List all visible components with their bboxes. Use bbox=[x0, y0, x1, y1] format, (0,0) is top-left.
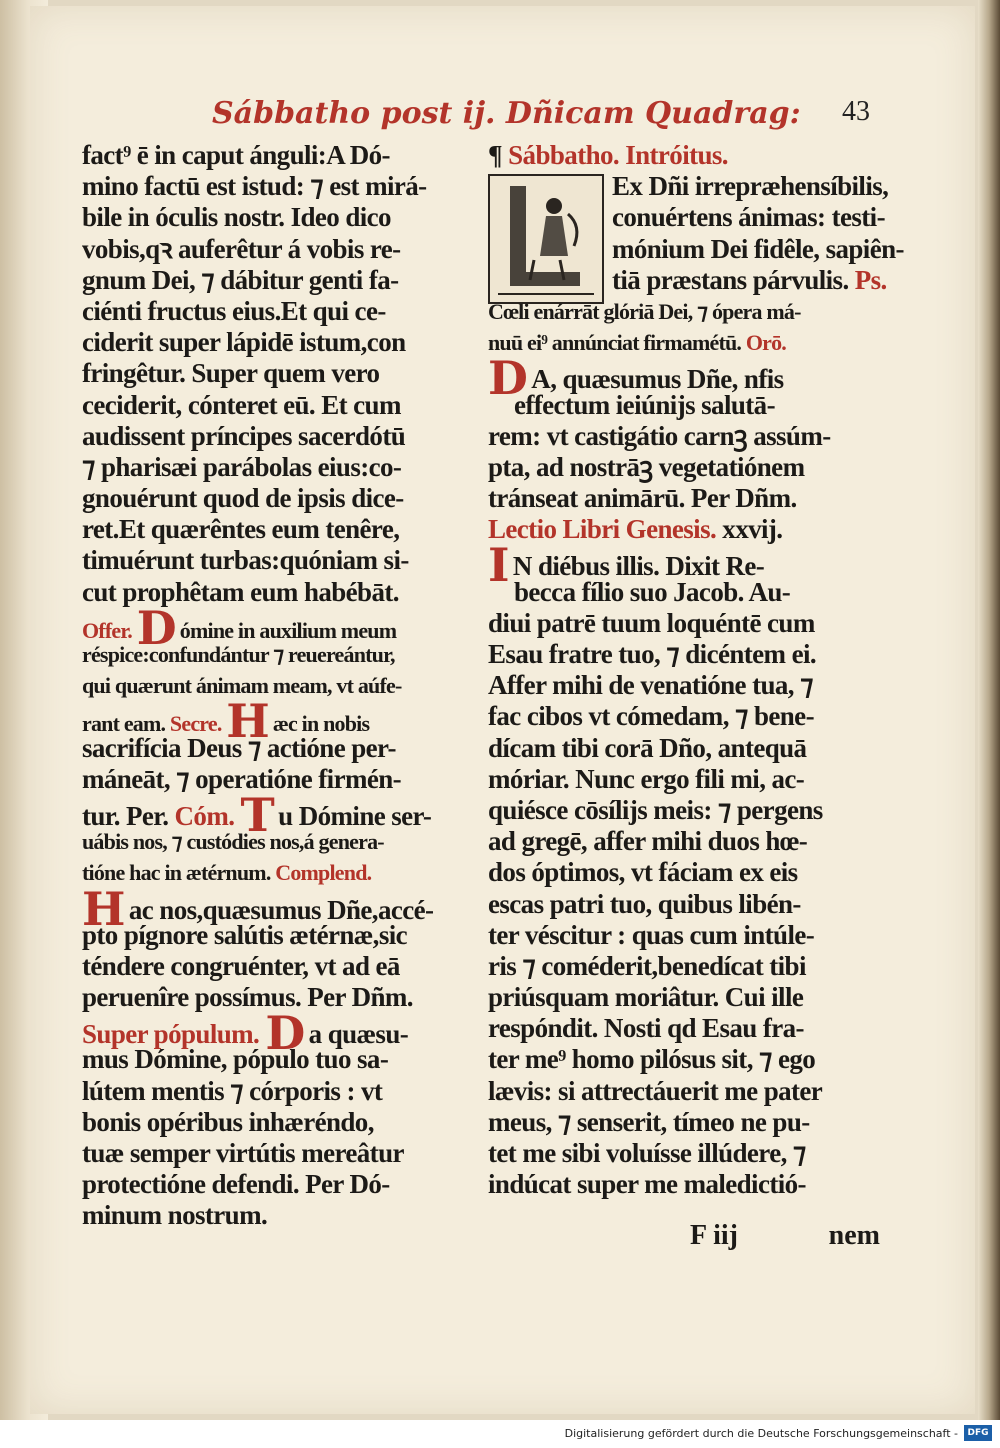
right-line bbox=[488, 421, 880, 452]
body-text: tet me sibi voluísse illúdere, ⁊ bbox=[488, 1138, 806, 1168]
right-line bbox=[488, 764, 880, 795]
left-line bbox=[82, 234, 470, 265]
body-text: gnum Dei, ⁊ dábitur genti fa- bbox=[82, 264, 399, 295]
body-text: móriar. Nunc ergo fili mi, ac- bbox=[488, 763, 805, 794]
body-text: cut prophêtam eum habébāt. bbox=[82, 576, 399, 607]
right-line bbox=[488, 857, 880, 888]
left-line bbox=[82, 857, 470, 888]
body-text: ret.Et quærêntes eum tenêre, bbox=[82, 514, 400, 545]
initial-letter: H bbox=[226, 694, 269, 749]
right-line bbox=[488, 452, 880, 483]
right-line bbox=[488, 171, 889, 202]
body-text: ac nos,quæsumus Dñe,accé- bbox=[128, 894, 434, 925]
body-text: diui patrē tuum loquéntē cum bbox=[488, 607, 815, 638]
body-text: ⁊ pharisæi parábolas eius:co- bbox=[82, 451, 402, 482]
right-line bbox=[488, 483, 880, 514]
body-text: Affer mihi de venatióne tua, ⁊ bbox=[488, 670, 813, 701]
body-text: rant eam. bbox=[82, 711, 166, 737]
left-line bbox=[82, 1169, 470, 1200]
right-line bbox=[488, 390, 880, 421]
right-line bbox=[488, 1138, 880, 1169]
body-text: tiā præstans párvulis. bbox=[612, 264, 849, 295]
right-line bbox=[488, 733, 880, 764]
initial-letter: I bbox=[488, 538, 509, 593]
right-line bbox=[488, 264, 887, 296]
body-text: sacrifícia Deus ⁊ actióne per- bbox=[82, 732, 396, 763]
right-line bbox=[488, 826, 880, 857]
rubric-text: Offer. bbox=[82, 617, 132, 643]
left-line bbox=[82, 171, 470, 202]
left-line bbox=[82, 202, 470, 233]
left-line bbox=[82, 670, 470, 701]
rubric-text: Sábbatho. Intróitus. bbox=[508, 140, 728, 170]
right-line bbox=[488, 1044, 880, 1075]
right-line bbox=[488, 202, 885, 233]
body-text: u Dómine ser- bbox=[278, 800, 432, 831]
right-text-column bbox=[488, 140, 904, 1200]
rubric-text: Ps. bbox=[854, 264, 887, 295]
left-line bbox=[82, 358, 470, 389]
body-text: fringêtur. Super quem vero bbox=[82, 358, 380, 389]
body-text: tur. Per. bbox=[82, 800, 169, 831]
right-line bbox=[488, 577, 880, 608]
body-text: dícam tibi corā Dño, antequā bbox=[488, 732, 807, 763]
body-text: N diébus illis. Dixit Re- bbox=[512, 551, 765, 582]
left-line bbox=[82, 639, 470, 670]
body-text: conuértens ánimas: testi- bbox=[612, 202, 885, 233]
left-line bbox=[82, 265, 470, 296]
body-text: pto pígnore salútis ætérnæ,sic bbox=[82, 919, 408, 950]
left-line bbox=[82, 1200, 470, 1231]
body-text: ¶ bbox=[488, 140, 509, 170]
body-text: mónium Dei fidêle, sapiên- bbox=[612, 233, 904, 264]
body-text: meus, ⁊ senserit, tímeo ne pu- bbox=[488, 1106, 810, 1137]
rubric-text: Cóm. bbox=[174, 800, 235, 831]
body-text: rem: vt castigátio carnꝫ assúm- bbox=[488, 420, 831, 451]
right-line bbox=[488, 670, 880, 701]
body-text: protectióne defendi. Per Dó- bbox=[82, 1169, 390, 1200]
right-line bbox=[488, 1169, 880, 1200]
page-edge bbox=[978, 0, 1000, 1420]
rubric-text: Secre. bbox=[169, 711, 222, 737]
dfg-logo: DFG bbox=[964, 1425, 992, 1441]
left-line bbox=[82, 764, 470, 795]
running-head: Sábbatho post ij. Dñicam Quadrag: bbox=[212, 96, 801, 131]
body-text: dos óptimos, vt fáciam ex eis bbox=[488, 857, 798, 888]
left-line bbox=[82, 140, 470, 171]
body-text: priúsquam moriâtur. Cui ille bbox=[488, 982, 804, 1013]
left-line bbox=[82, 327, 470, 358]
body-text: lævis: si attrectáuerit me pater bbox=[488, 1075, 823, 1106]
body-text: ris ⁊ coméderit,benedícat tibi bbox=[488, 950, 806, 981]
initial-letter: D bbox=[265, 1006, 305, 1061]
rubric-text: Complend. bbox=[275, 860, 372, 886]
initial-letter: D bbox=[136, 600, 176, 655]
body-text: fac cibos vt cómedam, ⁊ bene- bbox=[488, 701, 814, 732]
left-line bbox=[82, 483, 470, 514]
right-line bbox=[488, 514, 880, 545]
body-text: escas patri tuo, quibus libén- bbox=[488, 888, 801, 919]
initial-letter: H bbox=[82, 881, 125, 936]
body-text: qui quærunt ánimam meam, vt aúfe- bbox=[82, 673, 402, 699]
body-text: réspice:confundántur ⁊ reuereántur, bbox=[82, 642, 395, 667]
right-line bbox=[488, 639, 880, 670]
body-text: tióne hac in ætérnum. bbox=[82, 860, 271, 886]
digitization-footer bbox=[0, 1420, 1000, 1448]
body-text: ciderit super lápidē istum,con bbox=[82, 327, 406, 358]
body-text: audissent príncipes sacerdótū bbox=[82, 420, 406, 451]
body-text: æc in nobis bbox=[272, 711, 370, 737]
body-text: quiésce cōsílijs meis: ⁊ pergens bbox=[488, 794, 823, 825]
rubric-text: Lectio Libri Genesis. bbox=[488, 514, 717, 545]
body-text: indúcat super me maledictió- bbox=[488, 1169, 806, 1200]
left-line bbox=[82, 1107, 470, 1138]
left-line bbox=[82, 296, 470, 327]
left-line bbox=[82, 733, 470, 764]
body-text: minum nostrum. bbox=[82, 1200, 268, 1231]
footer-credit: Digitalisierung gefördert durch die Deutsche Forschungsgemeinschaft - bbox=[564, 1427, 958, 1440]
initial-letter: T bbox=[240, 787, 275, 842]
rubric-text: Orō. bbox=[745, 330, 786, 356]
body-text: mino factū est istud: ⁊ est mirá- bbox=[82, 171, 427, 202]
body-text: lútem mentis ⁊ córporis : vt bbox=[82, 1075, 383, 1106]
body-text: tránseat animārū. Per Dñm. bbox=[488, 483, 797, 514]
facing-page-edge bbox=[6, 830, 22, 1390]
body-text: peruenîre possímus. Per Dñm. bbox=[82, 982, 413, 1013]
right-line bbox=[488, 982, 880, 1013]
left-line bbox=[82, 1076, 470, 1107]
body-text: xxvij. bbox=[722, 514, 783, 545]
body-text: bonis opéribus inhæréndo, bbox=[82, 1106, 374, 1137]
body-text: bile in óculis nostr. Ideo dico bbox=[82, 202, 391, 233]
body-text: pta, ad nostrāꝫ vegetatiónem bbox=[488, 451, 805, 482]
body-text: A, quæsumus Dñe, nfis bbox=[531, 364, 784, 395]
left-line bbox=[82, 452, 470, 483]
body-text: uábis nos, ⁊ custódies nos,á genera- bbox=[82, 829, 384, 855]
body-text: ter me⁹ homo pilósus sit, ⁊ ego bbox=[488, 1044, 816, 1075]
body-text: mus Dómine, pópulo tuo sa- bbox=[82, 1044, 389, 1075]
initial-letter: D bbox=[488, 351, 528, 406]
body-text: ciénti fructus eius.Et qui ce- bbox=[82, 295, 386, 326]
body-text: effectum ieiúnijs salutā- bbox=[514, 389, 775, 420]
body-text: fact⁹ ē in caput ánguli:A Dó- bbox=[82, 140, 390, 170]
left-line bbox=[82, 545, 470, 576]
right-line bbox=[488, 920, 880, 951]
body-text: téndere congruénter, vt ad eā bbox=[82, 950, 400, 981]
body-text: nuū ei⁹ annúnciat firmamétū. bbox=[488, 330, 742, 356]
right-line bbox=[488, 795, 880, 826]
left-line bbox=[82, 390, 470, 421]
body-text: gnouérunt quod de ipsis dice- bbox=[82, 483, 404, 514]
body-text: ter véscitur : quas cum intúle- bbox=[488, 919, 815, 950]
left-line bbox=[82, 1138, 470, 1169]
right-line bbox=[488, 233, 904, 265]
rubric-text: Super pópulum. bbox=[82, 1019, 260, 1050]
right-line bbox=[488, 701, 880, 732]
body-text: tuæ semper virtútis mereâtur bbox=[82, 1138, 404, 1168]
body-text: ceciderit, cónteret eū. Et cum bbox=[82, 389, 401, 420]
right-line bbox=[488, 296, 880, 327]
folio-number: 43 bbox=[842, 96, 870, 127]
body-text: timuérunt turbas:quóniam si- bbox=[82, 545, 409, 576]
right-line bbox=[488, 608, 880, 639]
body-text: becca fílio suo Jacob. Au- bbox=[514, 576, 791, 607]
catchword: nem bbox=[828, 1220, 880, 1251]
signature-mark: F iij bbox=[690, 1220, 738, 1251]
right-line bbox=[488, 1107, 880, 1138]
body-text: vobis,qꝛ auferêtur á vobis re- bbox=[82, 233, 401, 264]
body-text: respóndit. Nosti qd Esau fra- bbox=[488, 1013, 804, 1044]
body-text: Esau fratre tuo, ⁊ dicéntem ei. bbox=[488, 639, 817, 669]
left-line bbox=[82, 421, 470, 452]
right-line bbox=[488, 140, 880, 171]
right-line bbox=[488, 1013, 880, 1044]
left-line bbox=[82, 1044, 470, 1075]
body-text: Ex Dñi irrepræhensíbilis, bbox=[612, 171, 889, 202]
right-line bbox=[488, 889, 880, 920]
left-line bbox=[82, 951, 470, 982]
left-text-column bbox=[82, 140, 470, 1232]
body-text: máneāt, ⁊ operatióne firmén- bbox=[82, 763, 402, 794]
body-text: ad gregē, affer mihi duos hœ- bbox=[488, 826, 808, 857]
left-line bbox=[82, 514, 470, 545]
body-text: Cœli enárrāt glóriā Dei, ⁊ ópera má- bbox=[488, 298, 801, 324]
body-text: ómine in auxilium meum bbox=[179, 617, 397, 643]
body-text: a quæsu- bbox=[308, 1019, 409, 1050]
right-line bbox=[488, 1076, 880, 1107]
right-line bbox=[488, 951, 880, 982]
right-line bbox=[488, 327, 880, 358]
